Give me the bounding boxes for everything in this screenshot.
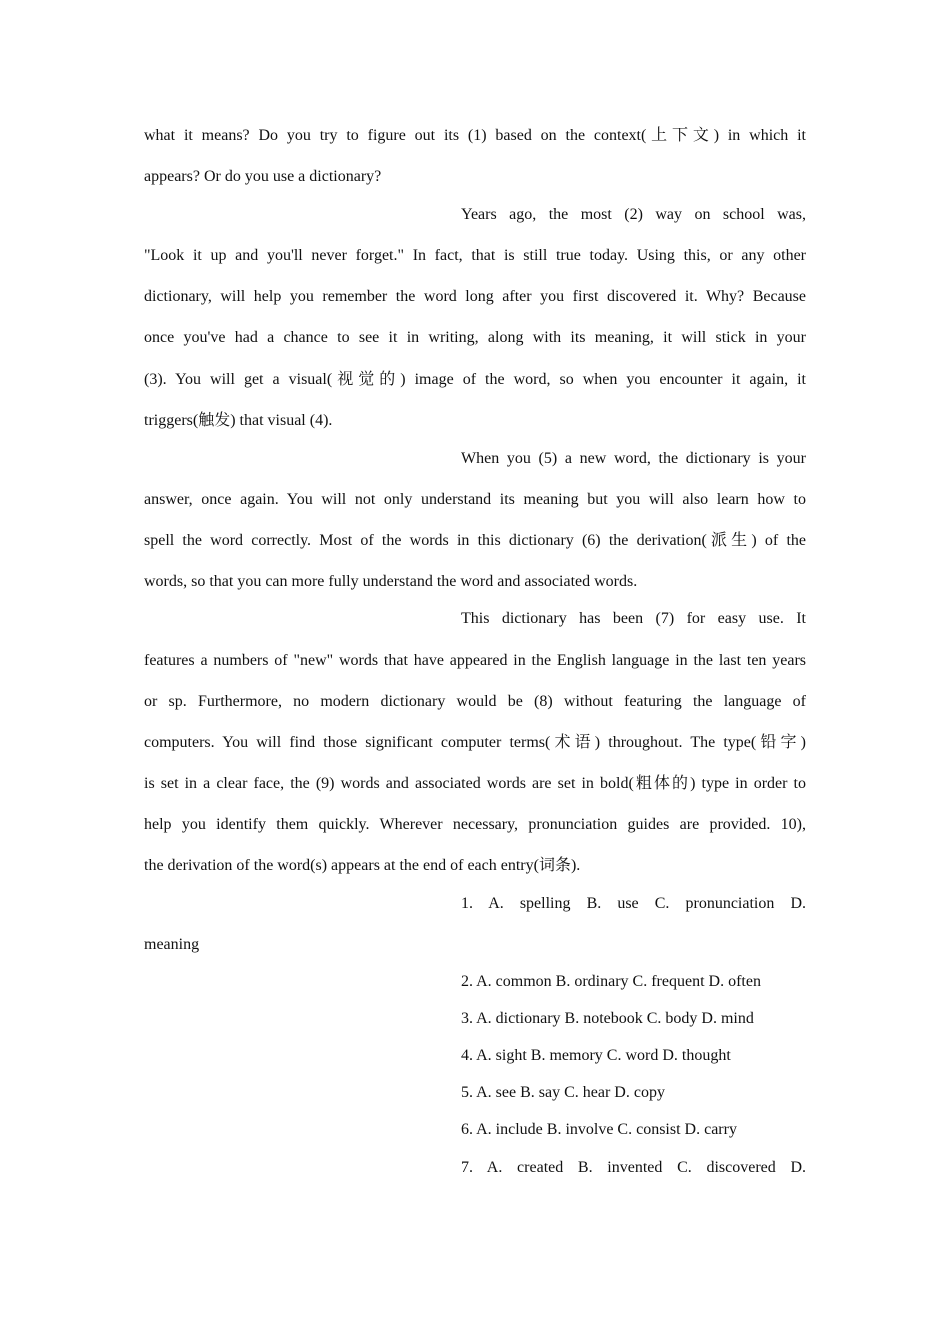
- text-line: Years ago, the most (2) way on school was,: [461, 206, 806, 223]
- text-line: appears? Or do you use a dictionary?: [144, 168, 382, 185]
- text-line: When you (5) a new word, the dictionary is your: [461, 450, 806, 467]
- text-line: (3). You will get a visual(视觉的) image of the word, so when you encounter it again, it: [144, 371, 806, 388]
- text-line: once you've had a chance to see it in writing, along with its meaning, it will stick in your: [144, 329, 806, 346]
- text-line: or sp. Furthermore, no modern dictionary would be (8) without featuring the language of: [144, 693, 806, 710]
- text-line: spell the word correctly. Most of the words in this dictionary (6) the derivation(派生) of the: [144, 532, 806, 549]
- text-line: dictionary, will help you remember the word long after you first discovered it. Why? Because: [144, 288, 806, 305]
- question-5: 5. A. see B. say C. hear D. copy: [461, 1084, 665, 1101]
- question-6: 6. A. include B. involve C. consist D. carry: [461, 1121, 737, 1138]
- text-line: features a numbers of "new" words that have appeared in the English language in the last ten years: [144, 652, 806, 669]
- text-line: triggers(触发) that visual (4).: [144, 412, 333, 429]
- question-1-continued: meaning: [144, 936, 200, 953]
- question-4: 4. A. sight B. memory C. word D. thought: [461, 1047, 731, 1064]
- question-7: 7. A. created B. invented C. discovered D.: [461, 1159, 806, 1176]
- text-line: what it means? Do you try to figure out its (1) based on the context(上下文) in which it: [144, 127, 806, 144]
- text-line: the derivation of the word(s) appears at the end of each entry(词条).: [144, 857, 581, 874]
- text-line: is set in a clear face, the (9) words and associated words are set in bold(粗体的) type in order to: [144, 775, 806, 792]
- text-line: computers. You will find those significant computer terms(术语) throughout. The type(铅字): [144, 734, 806, 751]
- question-3: 3. A. dictionary B. notebook C. body D. mind: [461, 1010, 754, 1027]
- question-2: 2. A. common B. ordinary C. frequent D. often: [461, 973, 761, 990]
- text-line: "Look it up and you'll never forget." In fact, that is still true today. Using this, or any other: [144, 247, 806, 264]
- text-line: words, so that you can more fully understand the word and associated words.: [144, 573, 638, 590]
- text-line: help you identify them quickly. Wherever necessary, pronunciation guides are provided. 10),: [144, 816, 806, 833]
- text-line: This dictionary has been (7) for easy use. It: [461, 610, 806, 627]
- text-line: answer, once again. You will not only understand its meaning but you will also learn how to: [144, 491, 806, 508]
- question-1: 1. A. spelling B. use C. pronunciation D.: [461, 895, 806, 912]
